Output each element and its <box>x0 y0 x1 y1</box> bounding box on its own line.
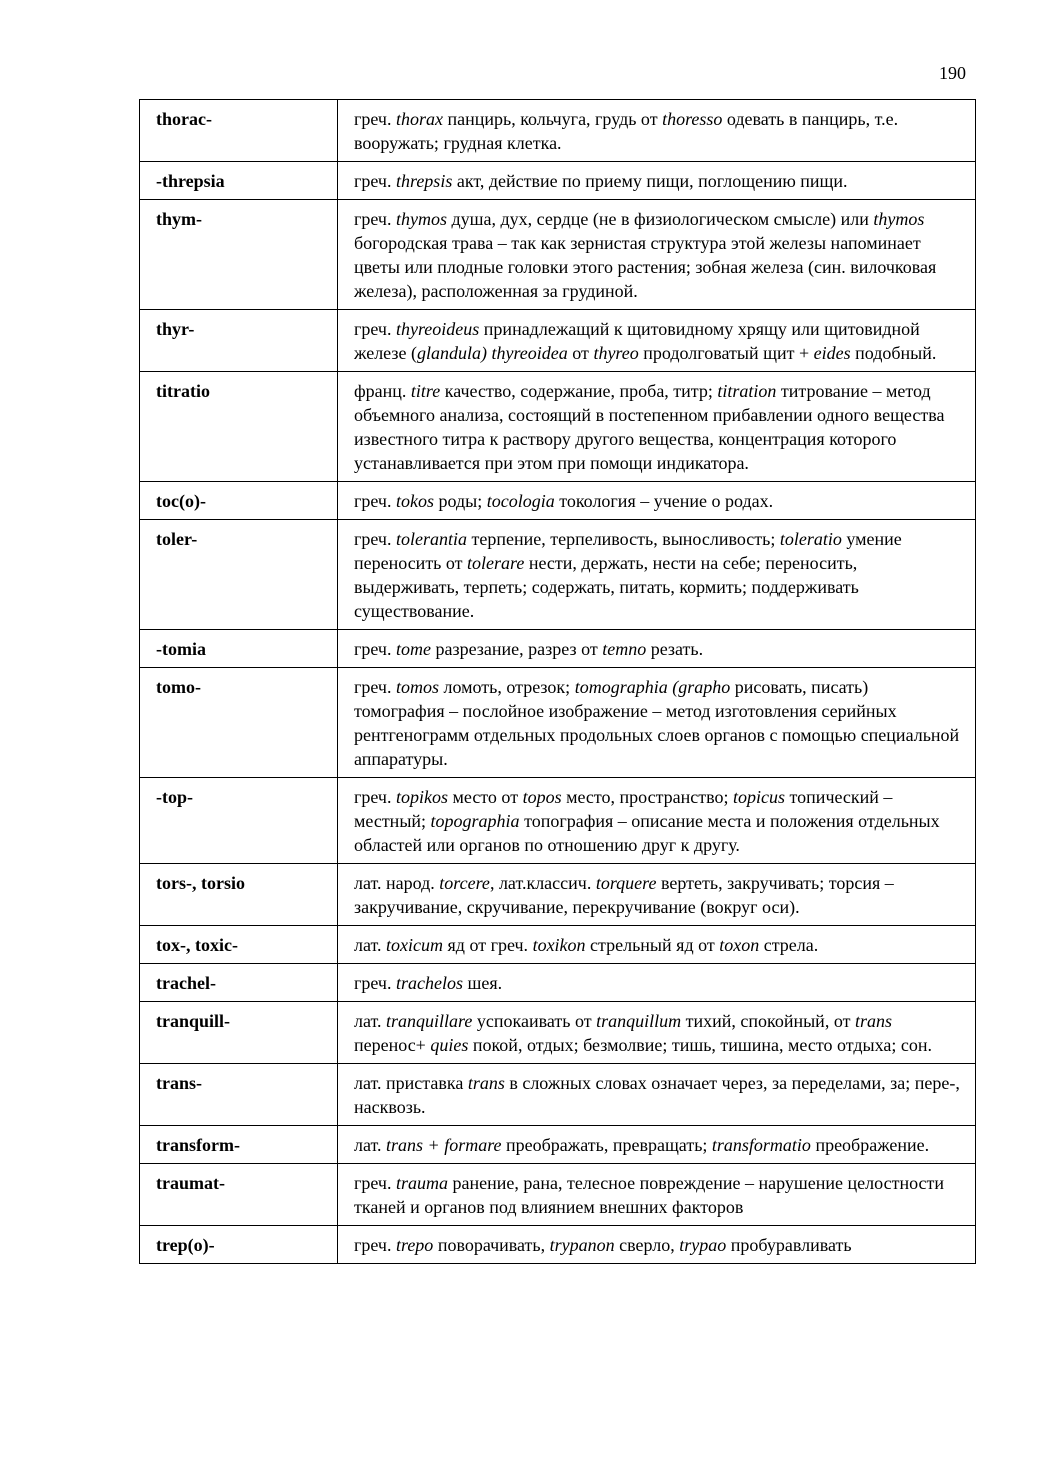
definition-italic-word: trauma <box>395 1173 448 1193</box>
definition-text: панцирь, кольчуга, грудь от <box>442 109 663 129</box>
table-row <box>140 864 976 926</box>
definition-text: титрование – метод объемного анализа, состоящий в постепенном прибавлении одного вещества известного титра к раствору другого вещества, концентрация которого устанавливается при этом при помощи индикатора. <box>354 381 945 473</box>
definition-text: ломоть, отрезок; <box>439 677 575 697</box>
definition-text: продолговатый щит + <box>638 343 814 363</box>
table-row <box>140 1226 976 1264</box>
definition-italic-word: quies <box>430 1035 469 1055</box>
glossary-table-body <box>140 100 976 1264</box>
definition-italic-word: transformatio <box>711 1135 811 1155</box>
definition-text: успокаивать от <box>472 1011 597 1031</box>
entry-definition <box>338 668 976 778</box>
definition-italic-word: trypao <box>679 1235 727 1255</box>
definition-italic-word: titration <box>717 381 777 401</box>
definition-text: перенос+ <box>354 1035 431 1055</box>
definition-text: преображать, превращать; <box>501 1135 712 1155</box>
entry-definition <box>338 162 976 200</box>
entry-term: trep(o)- <box>140 1226 338 1264</box>
table-row <box>140 162 976 200</box>
definition-text: греч. <box>354 319 396 339</box>
definition-text: лат. <box>354 935 387 955</box>
table-row <box>140 310 976 372</box>
entry-term: traumat- <box>140 1164 338 1226</box>
definition-italic-word: topographia <box>430 811 520 831</box>
definition-italic-word: temno <box>602 639 647 659</box>
table-row <box>140 964 976 1002</box>
definition-italic-word: trans <box>467 1073 505 1093</box>
definition-italic-word: thyreo <box>593 343 639 363</box>
entry-term: -threpsia <box>140 162 338 200</box>
definition-text: роды; <box>433 491 487 511</box>
entry-term: tox-, toxic- <box>140 926 338 964</box>
entry-definition <box>338 200 976 310</box>
entry-definition <box>338 864 976 926</box>
entry-term: thym- <box>140 200 338 310</box>
definition-text: рисовать, писать) томография – послойное изображение – метод изготовления серийных рентгенограмм отдельных продольных слоев органов с помощью специальной аппаратуры. <box>354 677 960 769</box>
definition-text: сверло, <box>614 1235 680 1255</box>
page-number: 190 <box>939 63 966 83</box>
definition-text: резать. <box>646 639 704 659</box>
definition-text: пробуравливать <box>726 1235 852 1255</box>
definition-italic-word: toxon <box>719 935 760 955</box>
entry-definition <box>338 1064 976 1126</box>
definition-italic-word: tranquillare <box>386 1011 473 1031</box>
definition-text: лат. <box>354 1135 387 1155</box>
definition-italic-word: tomographia (grapho <box>574 677 731 697</box>
table-row <box>140 372 976 482</box>
table-row <box>140 1002 976 1064</box>
definition-text: греч. <box>354 1235 396 1255</box>
definition-italic-word: toleratio <box>779 529 842 549</box>
entry-term: -tomia <box>140 630 338 668</box>
definition-text: место, пространство; <box>561 787 734 807</box>
definition-text: греч. <box>354 1173 396 1193</box>
definition-text: лат. приставка <box>354 1073 468 1093</box>
definition-text: принадлежащий к щитовидному хрящу или щитовидной железе ( <box>354 319 920 363</box>
definition-text: греч. <box>354 209 396 229</box>
definition-text: лат. <box>354 1011 387 1031</box>
table-row <box>140 1126 976 1164</box>
definition-text: стрельный яд от <box>585 935 720 955</box>
definition-italic-word: tolerare <box>467 553 525 573</box>
definition-italic-word: thymos <box>873 209 925 229</box>
definition-italic-word: thyreoideus <box>395 319 480 339</box>
definition-text: греч. <box>354 677 396 697</box>
entry-term: tors-, torsio <box>140 864 338 926</box>
definition-italic-word: trans <box>854 1011 892 1031</box>
definition-text: акт, действие по приему пищи, поглощению пищи. <box>452 171 848 191</box>
definition-text: греч. <box>354 973 396 993</box>
definition-text: терпение, терпеливость, выносливость; <box>466 529 780 549</box>
entry-term: thyr- <box>140 310 338 372</box>
definition-italic-word: toxikon <box>532 935 586 955</box>
definition-text: лат. народ. <box>354 873 440 893</box>
definition-italic-word: trans + formare <box>386 1135 502 1155</box>
definition-italic-word: threpsis <box>395 171 453 191</box>
definition-italic-word: tocologia <box>486 491 555 511</box>
definition-italic-word: trypanon <box>549 1235 615 1255</box>
definition-italic-word: trepo <box>395 1235 434 1255</box>
table-row <box>140 482 976 520</box>
definition-text: поворачивать, <box>433 1235 550 1255</box>
entry-definition <box>338 310 976 372</box>
entry-definition <box>338 482 976 520</box>
entry-term: transform- <box>140 1126 338 1164</box>
definition-text: умение переносить от <box>354 529 902 573</box>
table-row <box>140 668 976 778</box>
definition-text: подобный. <box>850 343 937 363</box>
definition-text: в сложных словах означает через, за переделами, за; пере-, насквозь. <box>354 1073 960 1117</box>
table-row <box>140 630 976 668</box>
entry-definition <box>338 372 976 482</box>
entry-definition <box>338 964 976 1002</box>
definition-italic-word: toxicum <box>386 935 444 955</box>
definition-text: греч. <box>354 109 396 129</box>
table-row <box>140 520 976 630</box>
definition-text: токология – учение о родах. <box>554 491 774 511</box>
definition-italic-word: eides <box>813 343 851 363</box>
definition-text: шея. <box>462 973 503 993</box>
entry-definition <box>338 630 976 668</box>
definition-text: греч. <box>354 529 396 549</box>
definition-italic-word: torcere <box>439 873 490 893</box>
definition-italic-word: tranquillum <box>596 1011 682 1031</box>
definition-text: топография – описание места и положения отдельных областей или органов по отношению друг к другу. <box>354 811 940 855</box>
definition-text: яд от греч. <box>443 935 533 955</box>
definition-text: греч. <box>354 787 396 807</box>
definition-italic-word: tome <box>395 639 431 659</box>
definition-text: вертеть, закручивать; торсия – закручивание, скручивание, перекручивание (вокруг оси). <box>354 873 894 917</box>
entry-term: titratio <box>140 372 338 482</box>
definition-text: стрела. <box>759 935 819 955</box>
entry-definition <box>338 778 976 864</box>
entry-definition <box>338 100 976 162</box>
table-row <box>140 1164 976 1226</box>
definition-text: разрезание, разрез от <box>430 639 603 659</box>
definition-text: тихий, спокойный, от <box>681 1011 855 1031</box>
definition-text: топический – местный; <box>354 787 893 831</box>
definition-text: место от <box>447 787 523 807</box>
definition-text: ранение, рана, телесное повреждение – нарушение целостности тканей и органов под влиянием внешних факторов <box>354 1173 945 1217</box>
definition-italic-word: thymos <box>395 209 447 229</box>
entry-definition <box>338 520 976 630</box>
entry-definition <box>338 926 976 964</box>
entry-term: trachel- <box>140 964 338 1002</box>
entry-term: tranquill- <box>140 1002 338 1064</box>
definition-italic-word: titre <box>410 381 441 401</box>
glossary-table <box>139 99 976 1264</box>
definition-italic-word: topikos <box>395 787 448 807</box>
definition-italic-word: tomos <box>395 677 439 697</box>
entry-term: trans- <box>140 1064 338 1126</box>
definition-text: покой, отдых; безмолвие; тишь, тишина, место отдыха; сон. <box>468 1035 932 1055</box>
table-row <box>140 778 976 864</box>
entry-term: toler- <box>140 520 338 630</box>
definition-italic-word: trachelos <box>395 973 463 993</box>
definition-italic-word: thorax <box>395 109 443 129</box>
entry-term: thorac- <box>140 100 338 162</box>
entry-term: tomo- <box>140 668 338 778</box>
entry-definition <box>338 1226 976 1264</box>
entry-definition <box>338 1126 976 1164</box>
definition-italic-word: glandula) thyreoidea <box>416 343 568 363</box>
definition-italic-word: torquere <box>595 873 657 893</box>
entry-term: -top- <box>140 778 338 864</box>
definition-text: , лат.классич. <box>489 873 596 893</box>
table-row <box>140 200 976 310</box>
definition-italic-word: thoresso <box>662 109 723 129</box>
definition-italic-word: topos <box>522 787 562 807</box>
table-row <box>140 926 976 964</box>
definition-italic-word: topicus <box>733 787 786 807</box>
definition-text: греч. <box>354 171 396 191</box>
definition-text: душа, дух, сердце (не в физиологическом смысле) или <box>446 209 874 229</box>
entry-definition <box>338 1164 976 1226</box>
entry-definition <box>338 1002 976 1064</box>
definition-italic-word: tokos <box>395 491 434 511</box>
entry-term: toc(o)- <box>140 482 338 520</box>
definition-text: одевать в панцирь, т.е. вооружать; грудная клетка. <box>354 109 899 153</box>
definition-text: качество, содержание, проба, титр; <box>440 381 718 401</box>
table-row <box>140 1064 976 1126</box>
definition-text: от <box>567 343 594 363</box>
definition-text: греч. <box>354 639 396 659</box>
definition-text: богородская трава – так как зернистая структура этой железы напоминает цветы или плодные головки этого растения; зобная железа (син. вилочковая железа), расположенная за грудиной. <box>354 233 937 301</box>
definition-text: преображение. <box>810 1135 930 1155</box>
table-row <box>140 100 976 162</box>
definition-text: греч. <box>354 491 396 511</box>
definition-text: нести, держать, нести на себе; переносить, выдерживать, терпеть; содержать, питать, кормить; поддерживать существование. <box>354 553 859 621</box>
definition-italic-word: tolerantia <box>395 529 467 549</box>
definition-text: франц. <box>354 381 411 401</box>
